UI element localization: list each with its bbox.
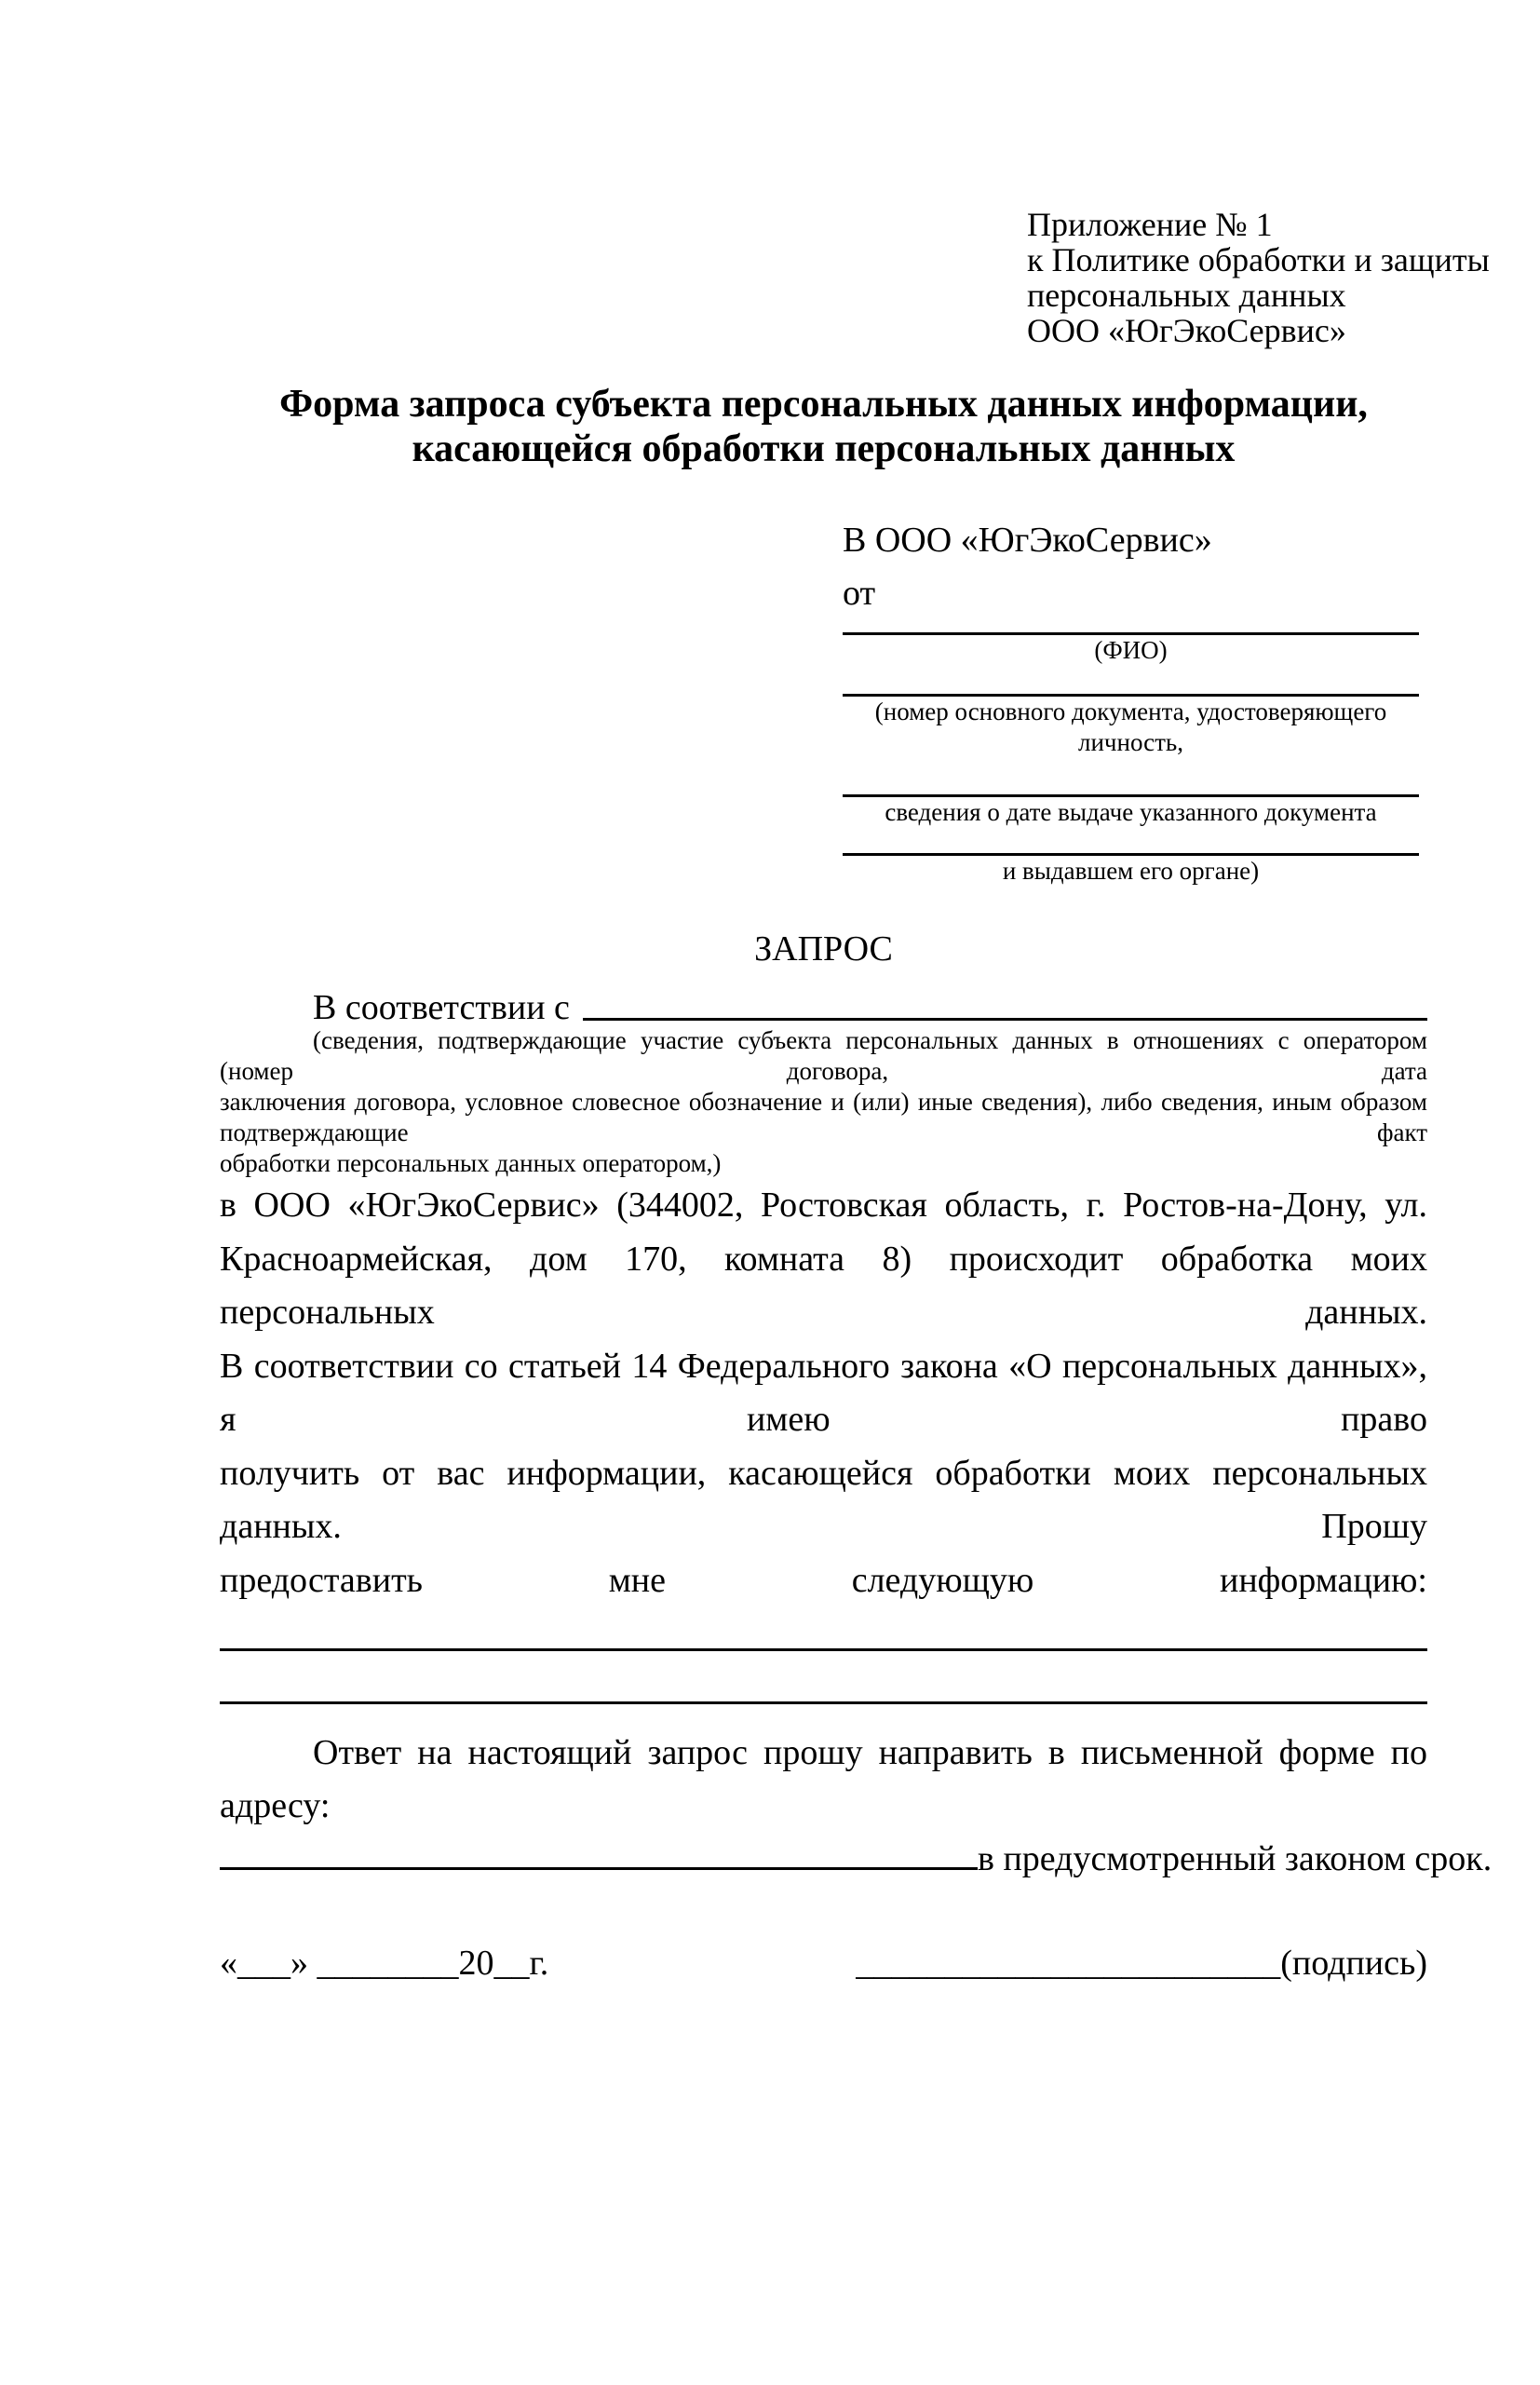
- request-heading: ЗАПРОС: [754, 929, 893, 969]
- date-signature-row: [220, 1945, 1427, 1981]
- reply-suffix: в предусмотренный законом срок.: [978, 1839, 1493, 1878]
- body-line: В соответствии со статьей 14 Федерального закона «О персональных данных», я имею право: [220, 1346, 1427, 1439]
- reply-request-line: Ответ на настоящий запрос прошу направить в письменной форме по адресу:: [220, 1733, 1427, 1825]
- body-paragraph: [220, 1179, 1427, 1607]
- accordance-line: [220, 990, 1427, 1025]
- issuing-authority-caption: и выдавшем его органе): [1002, 857, 1260, 885]
- date-blank: «___» ________20__г.: [220, 1944, 549, 1983]
- addressee-from-label: от: [843, 574, 876, 613]
- annex-block: [1027, 206, 1490, 349]
- document-page: [0, 207, 1540, 2385]
- accordance-label: В соответствии с: [313, 988, 570, 1027]
- annex-line: Приложение № 1: [1027, 206, 1273, 243]
- addressee-to: В ООО «ЮгЭкоСервис»: [843, 521, 1212, 560]
- body-line: получить от вас информации, касающейся обработки моих персональных данных. Прошу: [220, 1453, 1427, 1546]
- accordance-note-line: обработки персональных данных оператором,): [220, 1149, 722, 1177]
- body-line: предоставить мне следующую информацию:: [220, 1560, 1427, 1600]
- accordance-note-line: заключения договора, условное словесное обозначение и (или) иные сведения), либо сведения, иным образом подтверждающие факт: [220, 1088, 1427, 1146]
- write-in-blank-line: [220, 1701, 1427, 1704]
- issue-date-caption: сведения о дате выдаче указанного документа: [885, 798, 1377, 826]
- document-title: [220, 382, 1427, 471]
- annex-line: к Политике обработки и защиты: [1027, 241, 1490, 278]
- fio-caption: (ФИО): [1094, 636, 1168, 664]
- accordance-note-line: (сведения, подтверждающие участие субъекта персональных данных в отношениях с оператором (номер договора, дата: [220, 1026, 1427, 1085]
- annex-line: ООО «ЮгЭкоСервис»: [1027, 312, 1346, 349]
- body-line: Красноармейская, дом 170, комната 8) происходит обработка моих персональных данных.: [220, 1239, 1427, 1332]
- signature-caption: (подпись): [1280, 1944, 1427, 1983]
- accordance-blank-line: [583, 1018, 1427, 1021]
- write-in-blank-line: [220, 1648, 1427, 1651]
- document-title-line: касающейся обработки персональных данных: [412, 427, 1236, 470]
- annex-line: персональных данных: [1027, 277, 1346, 314]
- address-blank-line: [220, 1867, 978, 1870]
- addressee-block: [843, 514, 1419, 887]
- reply-address-line: [220, 1833, 1493, 1886]
- accordance-note: [220, 1025, 1427, 1179]
- document-number-caption: (номер основного документа, удостоверяющего личность,: [874, 698, 1387, 756]
- signature-blank-line: ________________________: [856, 1944, 1281, 1983]
- document-title-line: Форма запроса субъекта персональных данных информации,: [279, 383, 1368, 426]
- body-line: в ООО «ЮгЭкоСервис» (344002, Ростовская область, г. Ростов-на-Дону, ул.: [220, 1186, 1427, 1225]
- signature-area: [856, 1945, 1427, 1981]
